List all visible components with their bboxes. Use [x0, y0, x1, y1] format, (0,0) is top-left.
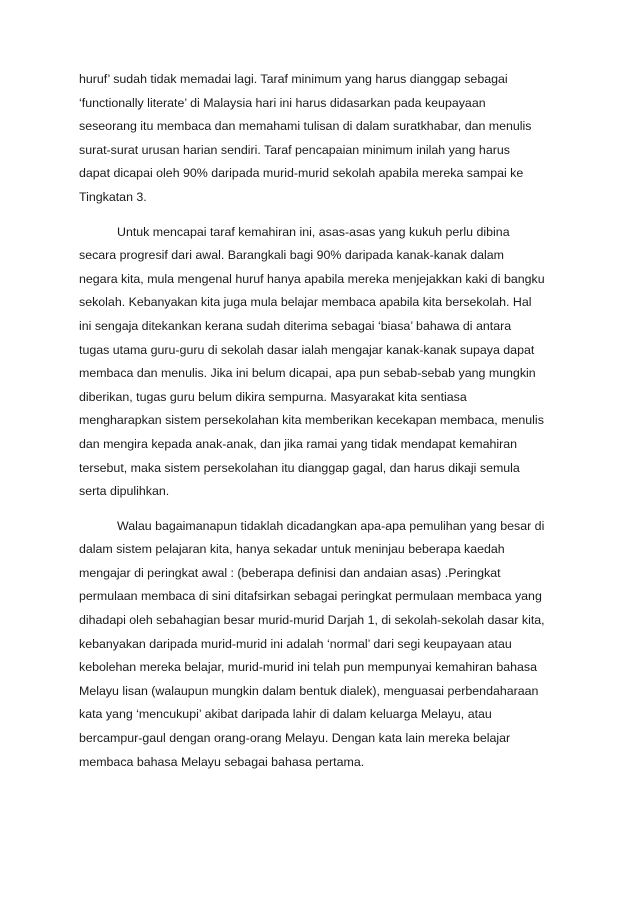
paragraph-line: kebolehan mereka belajar, murid-murid ini telah pun mempunyai kemahiran bahasa	[79, 660, 538, 675]
paragraph-line: mengajar di peringkat awal : (beberapa definisi dan andaian asas) .Peringkat	[79, 565, 501, 580]
paragraph-line: ‘functionally literate’ di Malaysia hari ini harus didasarkan pada keupayaan	[79, 95, 486, 110]
paragraph-line: dalam sistem pelajaran kita, hanya sekadar untuk meninjau beberapa kaedah	[79, 542, 505, 557]
paragraph-line: ini sengaja ditekankan kerana sudah diterima sebagai ‘biasa’ bahawa di antara	[79, 318, 512, 333]
paragraph-line: Untuk mencapai taraf kemahiran ini, asas-asas yang kukuh perlu dibina	[117, 224, 510, 239]
paragraph-line: membaca dan menulis. Jika ini belum dicapai, apa pun sebab-sebab yang mungkin	[79, 366, 536, 381]
paragraph-line: tugas utama guru-guru di sekolah dasar ialah mengajar kanak-kanak supaya dapat	[79, 342, 535, 357]
paragraph-line: Tingkatan 3.	[79, 189, 147, 204]
paragraph-line: Melayu lisan (walaupun mungkin dalam bentuk dialek), menguasai perbendaharaan	[79, 683, 539, 698]
paragraph-3	[79, 515, 561, 775]
paragraph-line: serta dipulihkan.	[79, 484, 170, 499]
document-body	[79, 68, 561, 774]
paragraph-line: permulaan membaca di sini ditafsirkan sebagai peringkat permulaan membaca yang	[79, 589, 542, 604]
paragraph-line: membaca bahasa Melayu sebagai bahasa pertama.	[79, 754, 365, 769]
paragraph-1	[79, 68, 561, 210]
paragraph-line: kata yang ‘mencukupi’ akibat daripada lahir di dalam keluarga Melayu, atau	[79, 707, 492, 722]
paragraph-2	[79, 221, 561, 504]
paragraph-line: surat-surat urusan harian sendiri. Taraf pencapaian minimum inilah yang harus	[79, 142, 510, 157]
paragraph-line: mengharapkan sistem persekolahan kita memberikan kecekapan membaca, menulis	[79, 413, 544, 428]
paragraph-line: Walau bagaimanapun tidaklah dicadangkan apa-apa pemulihan yang besar di	[117, 518, 545, 533]
paragraph-line: tersebut, maka sistem persekolahan itu dianggap gagal, dan harus dikaji semula	[79, 460, 520, 475]
paragraph-line: sekolah. Kebanyakan kita juga mula belajar membaca apabila kita bersekolah. Hal	[79, 295, 532, 310]
paragraph-line: bercampur-gaul dengan orang-orang Melayu. Dengan kata lain mereka belajar	[79, 731, 511, 746]
paragraph-line: dihadapi oleh sebahagian besar murid-murid Darjah 1, di sekolah-sekolah dasar kita,	[79, 613, 545, 628]
paragraph-line: dan mengira kepada anak-anak, dan jika ramai yang tidak mendapat kemahiran	[79, 436, 518, 451]
paragraph-line: negara kita, mula mengenal huruf hanya apabila mereka menjejakkan kaki di bangku	[79, 271, 545, 286]
paragraph-line: dapat dicapai oleh 90% daripada murid-murid sekolah apabila mereka sampai ke	[79, 166, 524, 181]
paragraph-line: kebanyakan daripada murid-murid ini adalah ‘normal’ dari segi keupayaan atau	[79, 636, 512, 651]
paragraph-line: huruf’ sudah tidak memadai lagi. Taraf minimum yang harus dianggap sebagai	[79, 72, 508, 86]
paragraph-line: seseorang itu membaca dan memahami tulisan di dalam suratkhabar, dan menulis	[79, 119, 532, 134]
paragraph-line: secara progresif dari awal. Barangkali bagi 90% daripada kanak-kanak dalam	[79, 248, 504, 263]
paragraph-line: diberikan, tugas guru belum dikira sempurna. Masyarakat kita sentiasa	[79, 389, 467, 404]
